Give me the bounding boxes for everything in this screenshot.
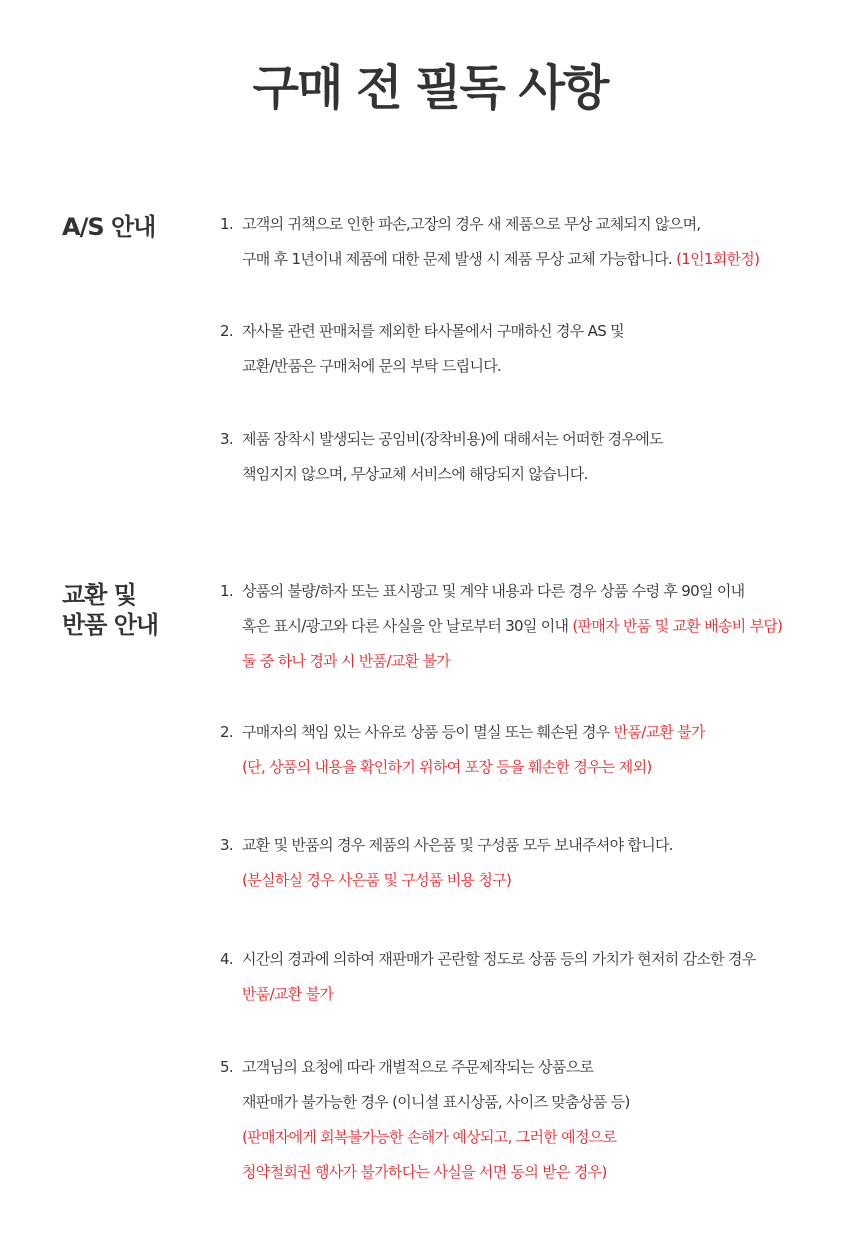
as-section-title: A/S 안내 [62,213,156,241]
exchange-item-4-line-1 [220,942,840,977]
exchange-item-4-line-2 [220,977,840,1012]
as-item-3-line-1 [220,422,840,457]
item-text: 재판매가 불가능한 경우 (이니셜 표시상품, 사이즈 맞춤상품 등) [242,1093,630,1111]
item-note-red: 반품/교환 불가 [613,723,705,741]
exchange-item-3-line-1 [220,828,840,863]
as-item-3-line-2 [220,457,840,492]
item-note-red: 청약철회권 행사가 불가하다는 사실을 서면 동의 받은 경우) [242,1163,607,1181]
item-note-red: (1인1회한정) [676,250,760,268]
exchange-item-5-line-1 [220,1050,840,1085]
item-text: 상품의 불량/하자 또는 표시광고 및 계약 내용과 다른 경우 상품 수령 후 90일 이내 [242,582,745,600]
exchange-item-1-line-1 [220,574,840,609]
item-number: 2. [220,322,233,340]
item-number: 4. [220,950,233,968]
exchange-item-1 [220,574,840,679]
item-text: 교환 및 반품의 경우 제품의 사은품 및 구성품 모두 보내주셔야 합니다. [242,836,673,854]
exchange-item-1-line-3 [220,644,840,679]
item-text: 책임지지 않으며, 무상교체 서비스에 해당되지 않습니다. [242,465,588,483]
item-number: 1. [220,582,233,600]
item-text: 고객님의 요청에 따라 개별적으로 주문제작되는 상품으로 [242,1058,594,1076]
item-note-red: (판매자에게 회복불가능한 손해가 예상되고, 그러한 예정으로 [242,1128,617,1146]
page-title: 구매 전 필독 사항 [252,60,608,116]
item-note-red: 둘 중 하나 경과 시 반품/교환 불가 [242,652,451,670]
item-text: 구매자의 책임 있는 사유로 상품 등이 멸실 또는 훼손된 경우 [242,723,610,741]
item-text: 시간의 경과에 의하여 재판매가 곤란할 정도로 상품 등의 가치가 현저히 감소한 경우 [242,950,756,968]
exchange-item-3-line-2 [220,863,840,898]
item-number: 2. [220,723,233,741]
as-item-2-line-2 [220,349,840,384]
exchange-item-5 [220,1050,840,1190]
item-text: 고객의 귀책으로 인한 파손,고장의 경우 새 제품으로 무상 교체되지 않으며, [242,215,701,233]
item-note-red: 반품/교환 불가 [242,985,334,1003]
item-note-red: (판매자 반품 및 교환 배송비 부담) [572,617,783,635]
exchange-item-2-line-2 [220,750,840,785]
exchange-item-2 [220,715,840,785]
as-item-2-line-1 [220,314,840,349]
exchange-item-1-line-2 [220,609,840,644]
item-number: 3. [220,430,233,448]
exchange-item-3 [220,828,840,898]
exchange-item-5-line-2 [220,1085,840,1120]
item-text: 혹은 표시/광고와 다른 사실을 안 날로부터 30일 이내 [242,617,569,635]
as-item-1-line-2 [220,242,840,277]
exchange-item-4 [220,942,840,1012]
as-item-3 [220,422,840,492]
item-text: 제품 장착시 발생되는 공임비(장착비용)에 대해서는 어떠한 경우에도 [242,430,663,448]
exchange-item-5-line-4 [220,1155,840,1190]
as-item-1-line-1 [220,207,840,242]
exchange-item-2-line-1 [220,715,840,750]
item-text: 구매 후 1년이내 제품에 대한 문제 발생 시 제품 무상 교체 가능합니다. [242,250,672,268]
item-number: 3. [220,836,233,854]
as-item-1 [220,207,840,277]
item-number: 5. [220,1058,233,1076]
item-text: 교환/반품은 구매처에 문의 부탁 드립니다. [242,357,502,375]
item-text: 자사몰 관련 판매처를 제외한 타사몰에서 구매하신 경우 AS 및 [242,322,624,340]
item-note-red: (단, 상품의 내용을 확인하기 위하여 포장 등을 훼손한 경우는 제외) [242,758,652,776]
exchange-section-title: 교환 및 반품 안내 [62,581,159,639]
exchange-item-5-line-3 [220,1120,840,1155]
as-item-2 [220,314,840,384]
item-note-red: (분실하실 경우 사은품 및 구성품 비용 청구) [242,871,512,889]
item-number: 1. [220,215,233,233]
